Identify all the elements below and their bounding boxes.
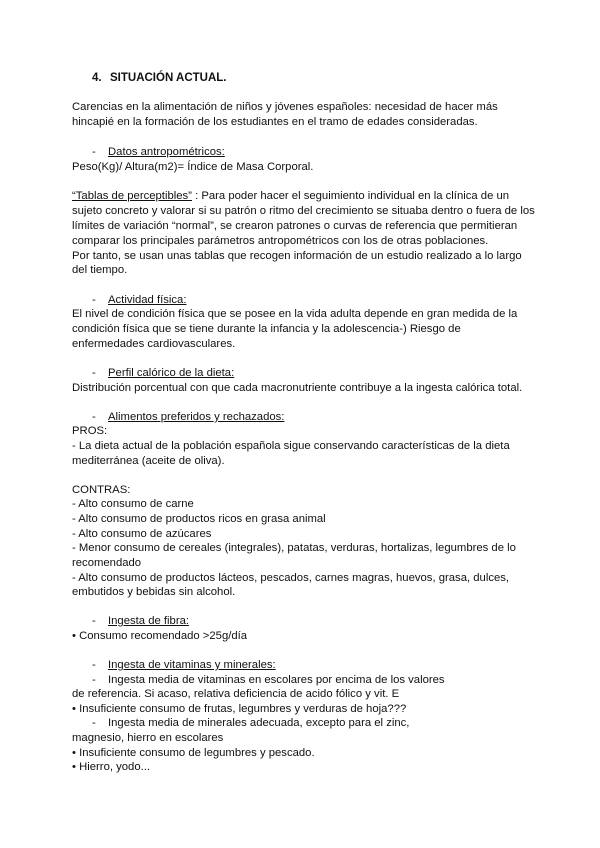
bullet-dash: - (92, 717, 96, 729)
paragraph-line: condición física que se tiene durante la infancia y la adolescencia-) Riesgo de (72, 323, 461, 335)
paragraph-line: “Tablas de perceptibles” : Para poder hacer el seguimiento individual en la clínica de un (72, 190, 510, 202)
list-item: - Alto consumo de carne (72, 498, 194, 510)
paragraph-line: enfermedades cardiovasculares. (72, 338, 236, 350)
paragraph-line: Distribución porcentual con que cada macronutriente contribuye a la ingesta calórica total. (72, 382, 523, 394)
paragraph-line: del tiempo. (72, 264, 128, 276)
list-item: • Insuficiente consumo de legumbres y pescado. (72, 747, 315, 759)
bullet-dash: - (92, 367, 96, 379)
bullet-dash: - (92, 615, 96, 627)
list-item: - Alto consumo de productos lácteos, pescados, carnes magras, huevos, grasa, dulces, (72, 572, 510, 584)
paragraph-line: límites de variación “normal”, se crearon patrones o curvas de referencia que permitieran (72, 220, 518, 232)
list-item: Ingesta media de minerales adecuada, excepto para el zinc, (108, 717, 410, 729)
paragraph-line: comparar los principales parámetros antropométricos con los de otras poblaciones. (72, 235, 489, 247)
section-title: SITUACIÓN ACTUAL. (110, 72, 227, 84)
subheading-datos: Datos antropométricos: (108, 146, 225, 158)
list-item: • Consumo recomendado >25g/día (72, 630, 248, 642)
paragraph-line: magnesio, hierro en escolares (72, 732, 224, 744)
paragraph-line: Peso(Kg)/ Altura(m2)= Índice de Masa Corporal. (72, 161, 314, 173)
subheading-alimentos: Alimentos preferidos y rechazados: (108, 411, 285, 423)
paragraph-line: sujeto concreto y valorar si su patrón o ritmo del crecimiento se situaba dentro o fuera de los (72, 205, 535, 217)
list-item: - Alto consumo de productos ricos en grasa animal (72, 513, 326, 525)
subheading-tablas: “Tablas de perceptibles” (72, 190, 192, 202)
list-item: embutidos y bebidas sin alcohol. (72, 586, 236, 598)
paragraph-line: El nivel de condición física que se posee en la vida adulta depende en gran medida de la (72, 308, 518, 320)
bullet-dash: - (92, 146, 96, 158)
subheading-fibra: Ingesta de fibra: (108, 615, 190, 627)
list-item: • Insuficiente consumo de frutas, legumbres y verduras de hoja??? (72, 703, 407, 715)
subheading-actividad: Actividad física: (108, 294, 187, 306)
paragraph-line: de referencia. Si acaso, relativa deficiencia de acido fólico y vit. E (72, 688, 400, 700)
list-item: mediterránea (aceite de oliva). (72, 455, 225, 467)
list-item: - Menor consumo de cereales (integrales), patatas, verduras, hortalizas, legumbres de lo (72, 542, 516, 554)
pros-label: PROS: (72, 425, 108, 437)
list-item: • Hierro, yodo... (72, 761, 151, 773)
subheading-perfil: Perfil calórico de la dieta: (108, 367, 235, 379)
intro-line: hincapié en la formación de los estudiantes en el tramo de edades consideradas. (72, 116, 478, 128)
bullet-dash: - (92, 294, 96, 306)
intro-line: Carencias en la alimentación de niños y jóvenes españoles: necesidad de hacer más (72, 101, 498, 113)
section-number: 4. (92, 72, 102, 84)
list-item: - Alto consumo de azúcares (72, 528, 212, 540)
bullet-dash: - (92, 659, 96, 671)
subheading-vitaminas: Ingesta de vitaminas y minerales: (108, 659, 276, 671)
bullet-dash: - (92, 674, 96, 686)
list-item: recomendado (72, 557, 142, 569)
bullet-dash: - (92, 411, 96, 423)
list-item: - La dieta actual de la población española sigue conservando características de la dieta (72, 440, 510, 452)
list-item: Ingesta media de vitaminas en escolares por encima de los valores (108, 674, 445, 686)
paragraph-line: Por tanto, se usan unas tablas que recogen información de un estudio realizado a lo largo (72, 250, 522, 262)
contras-label: CONTRAS: (72, 484, 131, 496)
